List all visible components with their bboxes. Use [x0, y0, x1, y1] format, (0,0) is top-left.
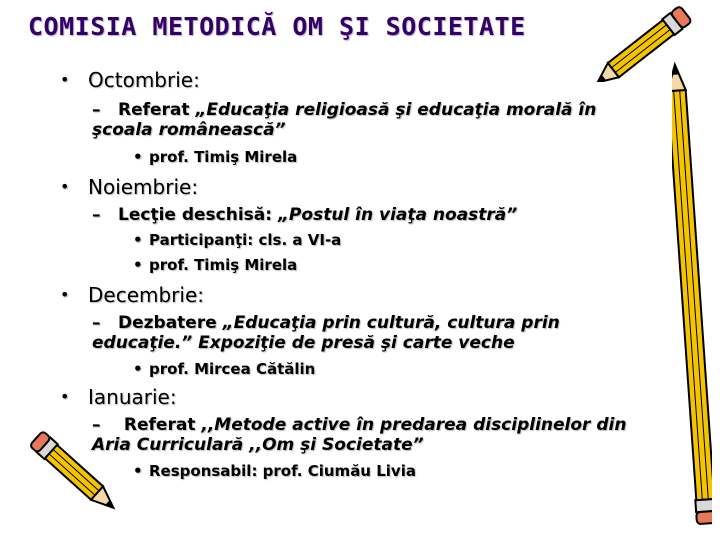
activity-decembrie: – Dezbatere „Educaţia prin cultură, cultura prin educaţie.” Expoziţie de presă şi carte veche [92, 313, 560, 353]
month-heading-octombrie [60, 68, 200, 92]
page-title: COMISIA METODICĂ OM ŞI SOCIETATE [28, 12, 526, 41]
pencil-icon [672, 60, 712, 530]
activity-type: Dezbatere [118, 313, 223, 333]
month-label: Decembrie: [88, 283, 205, 307]
activity-noiembrie: – Lecţie deschisă: „Postul în viaţa noastră” [92, 205, 518, 225]
activity-type: Referat [118, 100, 196, 120]
activity-subitem: • prof. Mircea Cătălin [133, 360, 316, 378]
month-heading-decembrie [60, 283, 204, 307]
activity-title: „Educaţia prin cultură, cultura prin educaţie.” Expoziţie de presă şi carte veche [92, 313, 560, 353]
activity-octombrie: – Referat „Educaţia religioasă şi educaţia morală în şcoala românească” [92, 100, 597, 140]
activity-subitem: • Responsabil: prof. Ciumău Livia [133, 462, 416, 480]
month-heading-noiembrie [60, 175, 198, 199]
activity-type: Referat [118, 415, 202, 435]
activity-subitem: • Participanţi: cls. a VI-a [133, 231, 342, 249]
bullet: • [60, 177, 70, 196]
activity-title: ,,Metode active în predarea disciplinelor din Aria Curriculară ,,Om şi Societate” [92, 415, 627, 455]
activity-ianuarie: – Referat ,,Metode active în predarea disciplinelor din Aria Curriculară ,,Om şi Societate” [92, 415, 627, 455]
activity-type: Lecţie deschisă: [118, 205, 278, 225]
month-heading-ianuarie [60, 385, 177, 409]
activity-title: „Postul în viaţa noastră” [277, 205, 518, 225]
activity-subitem: • prof. Timiş Mirela [133, 148, 298, 166]
bullet: • [60, 285, 70, 304]
bullet: • [60, 70, 70, 89]
month-label: Octombrie: [88, 68, 200, 92]
activity-title: „Educaţia religioasă şi educaţia morală în şcoala românească” [92, 100, 597, 140]
month-label: Ianuarie: [88, 385, 177, 409]
month-label: Noiembrie: [88, 175, 199, 199]
bullet: • [60, 387, 70, 406]
activity-subitem: • prof. Timiş Mirela [133, 256, 298, 274]
